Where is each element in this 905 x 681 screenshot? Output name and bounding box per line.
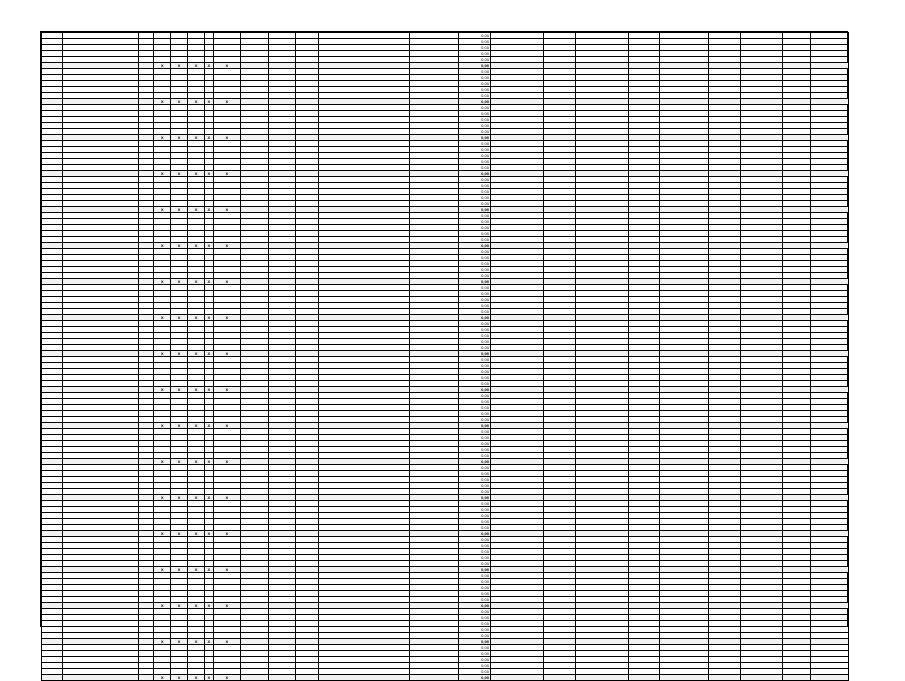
table-cell: X [188, 387, 205, 393]
table-cell: X [205, 63, 213, 69]
table-cell [740, 675, 782, 681]
table-cell: 0,00 [459, 165, 491, 171]
table-cell: 0,00 [459, 75, 491, 81]
register-table [41, 32, 849, 681]
table-cell: 0,00 [459, 651, 491, 657]
table-cell: X [154, 63, 171, 69]
table-cell: 0,00 [459, 321, 491, 327]
register-table-sheet [40, 31, 848, 680]
table-cell: 0,00 [459, 123, 491, 129]
table-cell: X [213, 459, 241, 465]
table-cell [660, 675, 709, 681]
table-cell: X [188, 279, 205, 285]
table-cell: 0,00 [459, 429, 491, 435]
table-cell: X [188, 459, 205, 465]
table-cell: 0,00 [459, 621, 491, 627]
table-cell: 0,00 [459, 45, 491, 51]
table-cell: X [188, 243, 205, 249]
table-cell: X [205, 99, 213, 105]
table-cell: 0,00 [459, 99, 491, 105]
table-cell: X [205, 639, 213, 645]
table-cell: 0,00 [459, 39, 491, 45]
table-cell: 0,00 [459, 603, 491, 609]
table-cell: 0,00 [459, 141, 491, 147]
table-cell: X [205, 387, 213, 393]
table-cell: 0,00 [459, 93, 491, 99]
table-cell: 0,00 [459, 411, 491, 417]
table-cell: 0,00 [459, 567, 491, 573]
table-cell: X [205, 315, 213, 321]
table-cell: X [154, 387, 171, 393]
table-cell: 0,00 [459, 435, 491, 441]
table-cell: X [213, 99, 241, 105]
table-cell: X [188, 423, 205, 429]
table-cell: 0,00 [459, 369, 491, 375]
table-cell: X [171, 495, 188, 501]
table-cell: 0,00 [459, 393, 491, 399]
table-cell: 0,00 [459, 453, 491, 459]
table-cell: 0,00 [459, 375, 491, 381]
table-cell: 0,00 [459, 609, 491, 615]
table-cell: 0,00 [459, 231, 491, 237]
table-cell: 0,00 [459, 339, 491, 345]
table-cell: X [188, 567, 205, 573]
table-cell: X [188, 171, 205, 177]
table-cell: 0,00 [459, 213, 491, 219]
table-cell: X [154, 639, 171, 645]
table-cell: 0,00 [459, 549, 491, 555]
table-cell: X [205, 603, 213, 609]
table-cell: X [154, 171, 171, 177]
table-cell: X [154, 531, 171, 537]
table-cell: 0,00 [459, 219, 491, 225]
table-cell [63, 675, 139, 681]
table-cell: 0,00 [459, 63, 491, 69]
table-cell: X [171, 531, 188, 537]
table-cell: X [213, 351, 241, 357]
table-cell: 0,00 [459, 537, 491, 543]
table-cell: X [205, 207, 213, 213]
table-cell: 0,00 [459, 555, 491, 561]
table-cell [783, 675, 811, 681]
table-cell: 0,00 [459, 483, 491, 489]
table-cell: 0,00 [459, 183, 491, 189]
table-cell [628, 675, 660, 681]
table-cell: X [188, 675, 205, 681]
table-cell: 0,00 [459, 465, 491, 471]
table-cell: X [154, 459, 171, 465]
table-cell: 0,00 [459, 633, 491, 639]
table-cell: X [205, 675, 213, 681]
table-cell: X [205, 495, 213, 501]
table-cell: 0,00 [459, 87, 491, 93]
table-cell: 0,00 [459, 117, 491, 123]
table-cell: 0,00 [459, 441, 491, 447]
table-cell: X [205, 171, 213, 177]
table-cell: X [205, 351, 213, 357]
table-cell: X [205, 459, 213, 465]
table-cell: X [213, 639, 241, 645]
table-cell: X [171, 243, 188, 249]
table-cell: X [171, 207, 188, 213]
table-cell: 0,00 [459, 663, 491, 669]
table-cell: X [213, 207, 241, 213]
table-cell: X [205, 279, 213, 285]
table-cell: X [213, 171, 241, 177]
table-cell: X [171, 315, 188, 321]
table-cell: 0,00 [459, 225, 491, 231]
table-cell: 0,00 [459, 405, 491, 411]
table-cell: 0,00 [459, 171, 491, 177]
table-cell: 0,00 [459, 399, 491, 405]
register-table-body [42, 33, 849, 681]
table-cell: X [154, 207, 171, 213]
table-cell: X [171, 603, 188, 609]
table-cell [810, 675, 848, 681]
table-cell: X [154, 351, 171, 357]
table-cell: X [205, 567, 213, 573]
table-cell: 0,00 [459, 111, 491, 117]
table-cell: 0,00 [459, 525, 491, 531]
table-cell [709, 675, 741, 681]
table-cell: 0,00 [459, 345, 491, 351]
table-cell [139, 675, 154, 681]
table-cell [410, 675, 459, 681]
table-cell: 0,00 [459, 495, 491, 501]
table-cell: 0,00 [459, 543, 491, 549]
table-cell: X [188, 135, 205, 141]
table-cell: X [171, 675, 188, 681]
table-cell [543, 675, 575, 681]
table-cell: X [213, 603, 241, 609]
table-cell: X [188, 63, 205, 69]
table-cell: 0,00 [459, 459, 491, 465]
table-cell: 0,00 [459, 189, 491, 195]
table-cell: X [154, 675, 171, 681]
table-cell: 0,00 [459, 591, 491, 597]
table-cell [268, 675, 296, 681]
table-cell: X [171, 63, 188, 69]
table-cell: 0,00 [459, 531, 491, 537]
table-cell: 0,00 [459, 579, 491, 585]
table-cell: X [213, 315, 241, 321]
table-cell: 0,00 [459, 657, 491, 663]
table-cell: 0,00 [459, 489, 491, 495]
table-cell: X [213, 387, 241, 393]
table-cell: X [171, 423, 188, 429]
table-cell: X [213, 675, 241, 681]
table-cell: 0,00 [459, 237, 491, 243]
table-cell: X [213, 243, 241, 249]
table-cell: X [188, 99, 205, 105]
table-cell: X [188, 531, 205, 537]
table-cell: 0,00 [459, 315, 491, 321]
table-cell: 0,00 [459, 471, 491, 477]
table-cell: 0,00 [459, 645, 491, 651]
table-cell: 0,00 [459, 675, 491, 681]
table-cell: X [171, 459, 188, 465]
table-cell: X [154, 315, 171, 321]
table-cell: X [154, 99, 171, 105]
table-cell: X [188, 315, 205, 321]
table-cell: 0,00 [459, 51, 491, 57]
table-cell: 0,00 [459, 201, 491, 207]
table-cell [575, 675, 628, 681]
table-cell: 0,00 [459, 513, 491, 519]
table-cell: X [154, 423, 171, 429]
table-cell: X [213, 495, 241, 501]
table-cell: 0,00 [459, 501, 491, 507]
table-cell: 0,00 [459, 381, 491, 387]
table-cell: 0,00 [459, 519, 491, 525]
table-cell: 0,00 [459, 351, 491, 357]
table-cell: 0,00 [459, 333, 491, 339]
table-cell: 0,00 [459, 561, 491, 567]
table-cell: 0,00 [459, 477, 491, 483]
table-cell: 0,00 [459, 255, 491, 261]
table-cell: 0,00 [459, 423, 491, 429]
table-cell: 0,00 [459, 669, 491, 675]
table-cell: X [171, 387, 188, 393]
table-cell: 0,00 [459, 177, 491, 183]
table-cell: X [205, 135, 213, 141]
table-cell: X [213, 567, 241, 573]
table-cell: X [154, 567, 171, 573]
table-cell: 0,00 [459, 303, 491, 309]
table-cell: 0,00 [459, 363, 491, 369]
table-cell [296, 675, 319, 681]
table-cell: 0,00 [459, 447, 491, 453]
table-cell: 0,00 [459, 639, 491, 645]
table-cell: X [213, 279, 241, 285]
table-cell: 0,00 [459, 573, 491, 579]
table-cell: 0,00 [459, 327, 491, 333]
table-cell [319, 675, 410, 681]
table-cell: 0,00 [459, 243, 491, 249]
table-cell: 0,00 [459, 153, 491, 159]
table-cell [42, 675, 63, 681]
table-cell: 0,00 [459, 585, 491, 591]
table-cell: X [171, 639, 188, 645]
table-cell: X [171, 567, 188, 573]
table-cell: 0,00 [459, 507, 491, 513]
table-cell: X [205, 243, 213, 249]
table-cell: 0,00 [459, 195, 491, 201]
table-cell: 0,00 [459, 285, 491, 291]
table-cell: X [154, 243, 171, 249]
table-cell: 0,00 [459, 57, 491, 63]
table-cell: X [213, 63, 241, 69]
table-cell: 0,00 [459, 387, 491, 393]
table-cell: X [154, 135, 171, 141]
table-cell: 0,00 [459, 135, 491, 141]
table-cell: 0,00 [459, 147, 491, 153]
table-cell: X [188, 603, 205, 609]
table-cell: 0,00 [459, 249, 491, 255]
table-cell: 0,00 [459, 627, 491, 633]
table-cell: 0,00 [459, 69, 491, 75]
table-cell: 0,00 [459, 81, 491, 87]
table-cell: 0,00 [459, 279, 491, 285]
table-row [42, 675, 849, 681]
table-cell: X [171, 135, 188, 141]
table-cell: X [154, 495, 171, 501]
table-cell: 0,00 [459, 33, 491, 39]
table-cell: 0,00 [459, 291, 491, 297]
table-cell: 0,00 [459, 615, 491, 621]
table-cell [241, 675, 269, 681]
table-cell: X [171, 171, 188, 177]
table-cell: X [188, 639, 205, 645]
table-cell: 0,00 [459, 309, 491, 315]
table-cell: 0,00 [459, 207, 491, 213]
table-cell: X [154, 279, 171, 285]
table-cell: X [205, 531, 213, 537]
table-cell: X [188, 207, 205, 213]
table-cell: 0,00 [459, 261, 491, 267]
table-cell: X [154, 603, 171, 609]
table-cell [490, 675, 543, 681]
table-cell: X [171, 99, 188, 105]
table-cell: X [213, 135, 241, 141]
table-cell: X [188, 351, 205, 357]
table-cell: 0,00 [459, 267, 491, 273]
table-cell: 0,00 [459, 129, 491, 135]
table-cell: 0,00 [459, 273, 491, 279]
table-cell: 0,00 [459, 105, 491, 111]
table-cell: 0,00 [459, 417, 491, 423]
table-cell: 0,00 [459, 597, 491, 603]
table-cell: X [205, 423, 213, 429]
table-cell: X [213, 423, 241, 429]
table-cell: 0,00 [459, 297, 491, 303]
table-cell: X [171, 351, 188, 357]
table-cell: 0,00 [459, 159, 491, 165]
table-cell: X [171, 279, 188, 285]
table-cell: X [188, 495, 205, 501]
table-cell: X [213, 531, 241, 537]
table-cell: 0,00 [459, 357, 491, 363]
